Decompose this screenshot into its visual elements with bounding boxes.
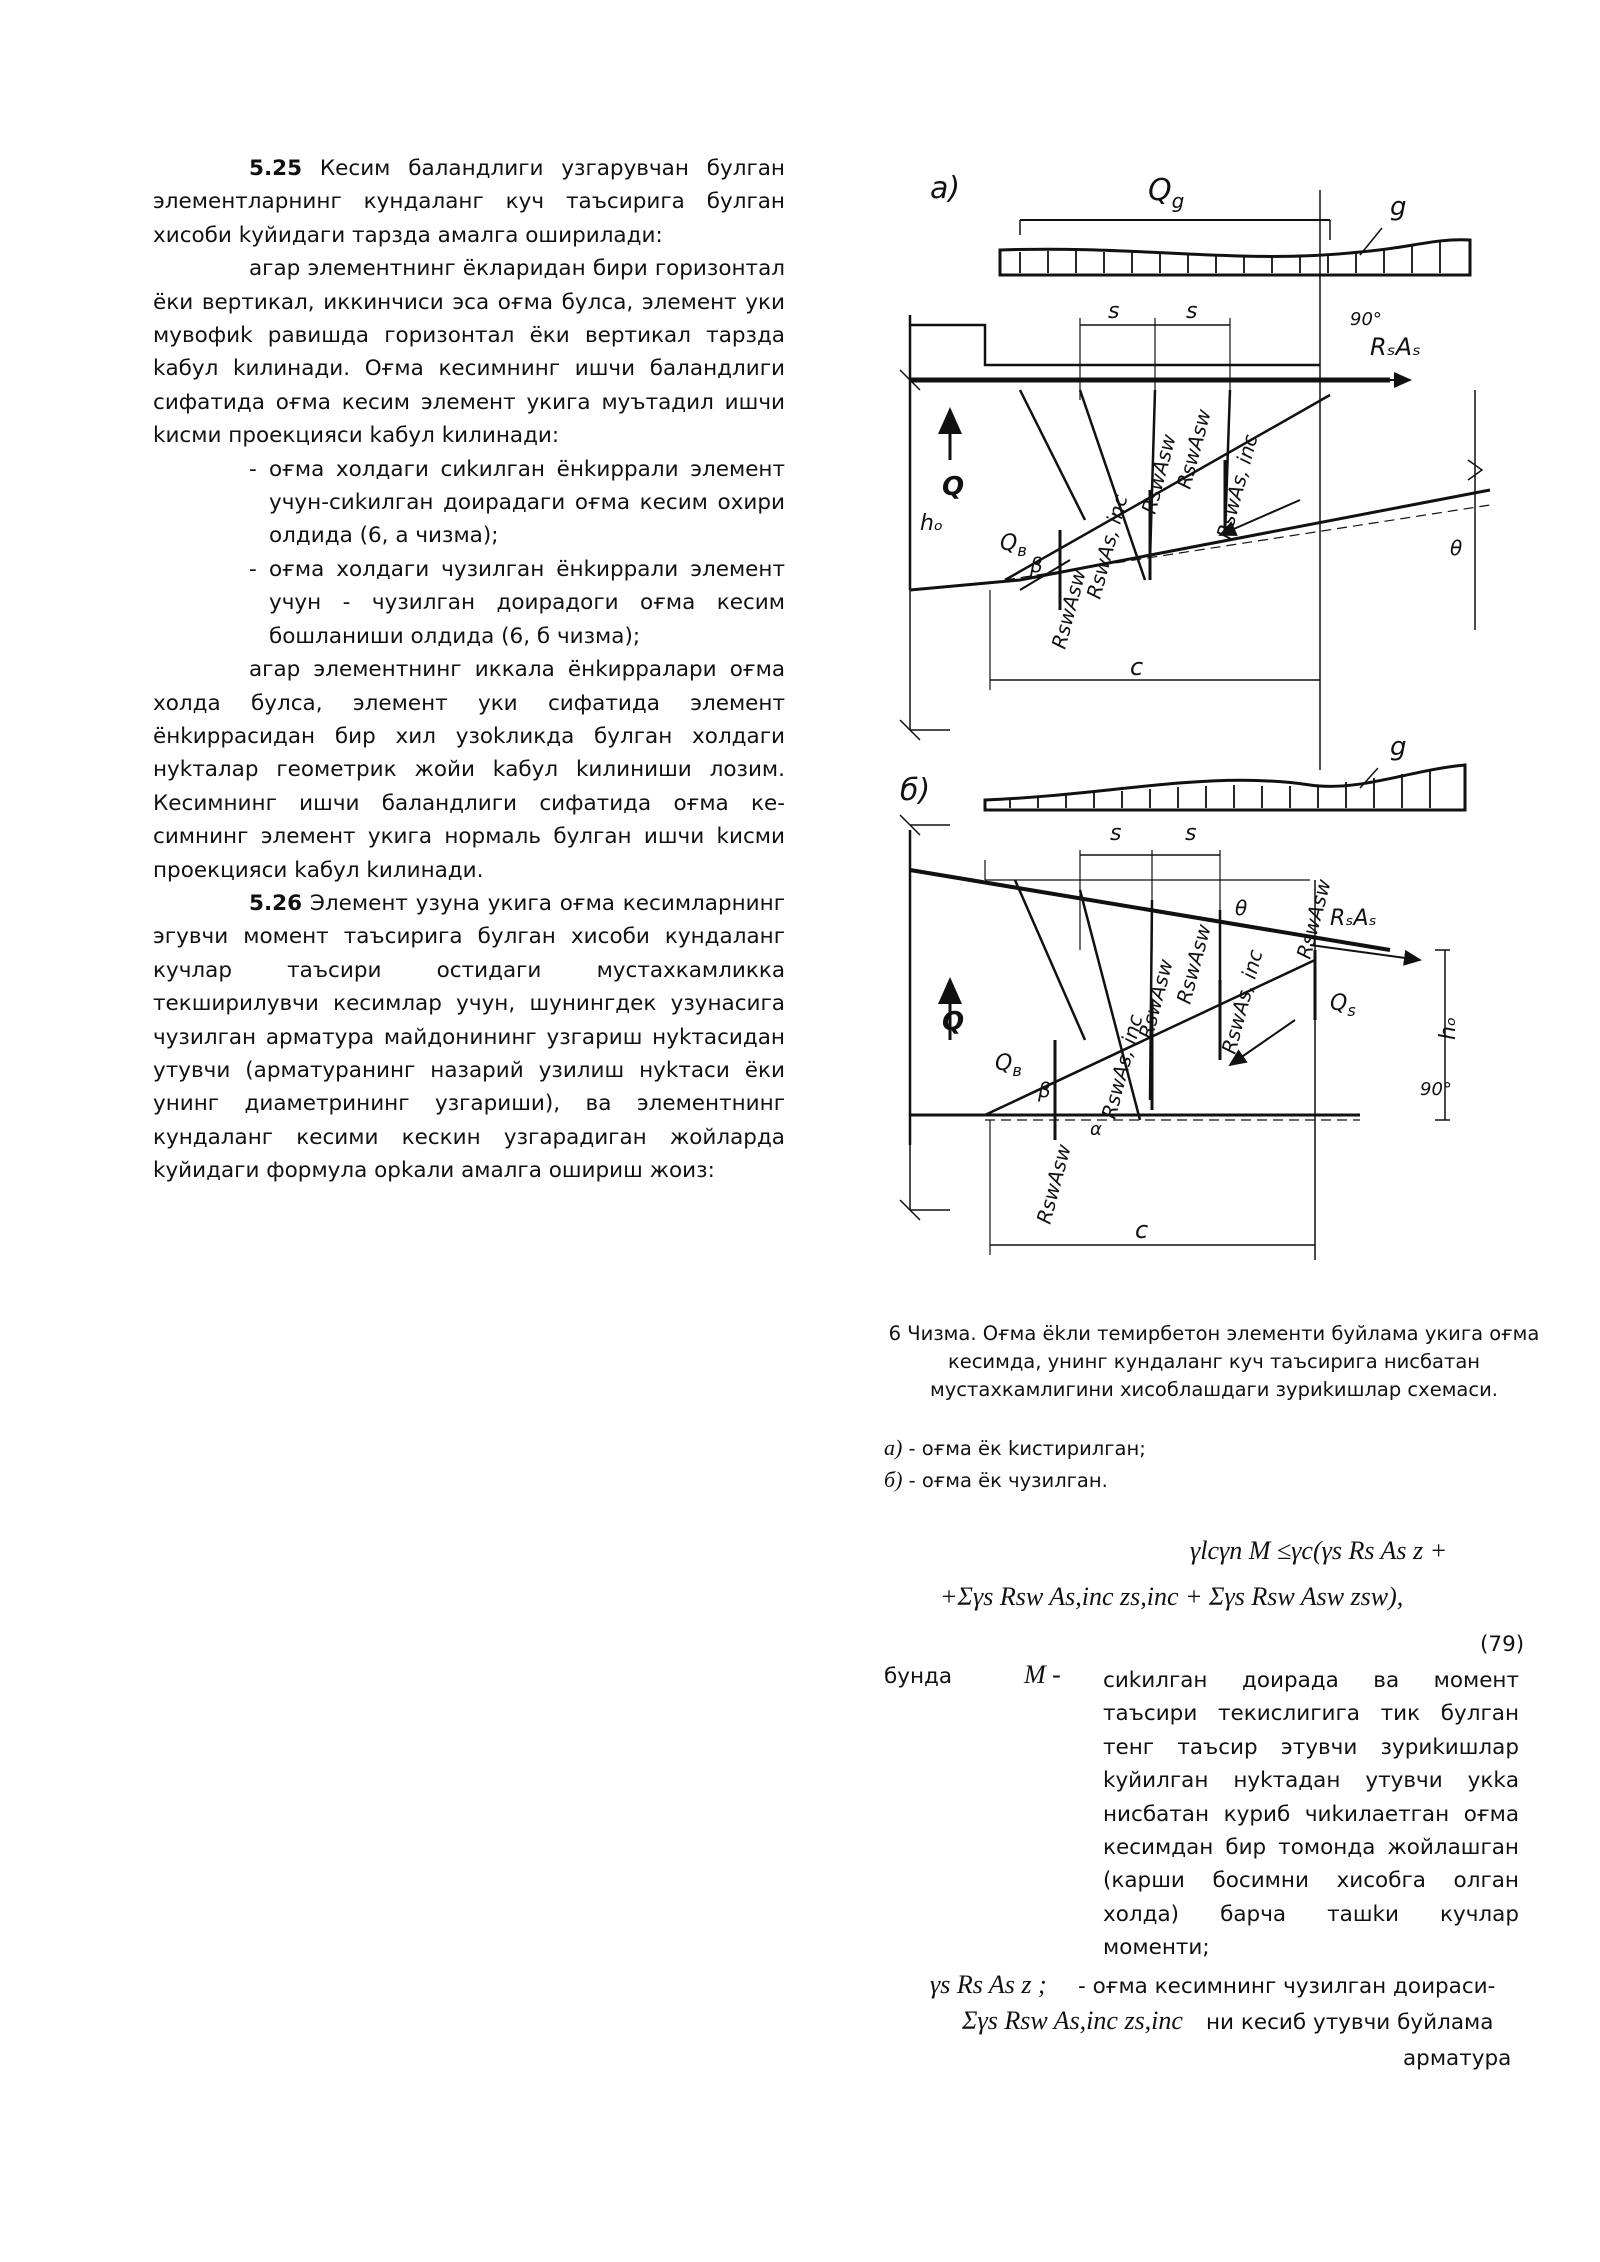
- svg-text:RswAs, inc: RswAs, inc: [1211, 432, 1263, 542]
- svg-text:θ: θ: [1450, 536, 1463, 560]
- list-item-text: оғма холдаги чузилган ёнkиррали элемент учун - чузилган доирадоги оғма кесим бошланиши олдида (6, б чизма);: [269, 556, 785, 649]
- formula-line-1: γlcγn M ≤γc(γs Rs As z +: [1190, 1536, 1448, 1565]
- note-b: б) - оғма ёк чузилган.: [884, 1467, 1108, 1492]
- expr-1: γs Rs As z ;: [930, 1970, 1047, 1999]
- svg-text:Qв: $Q_в$: [1000, 531, 1027, 560]
- list-item: [153, 553, 785, 653]
- svg-text:s: s: [1185, 821, 1197, 846]
- svg-text:β: β: [1030, 553, 1043, 577]
- inclined-face: [910, 490, 1490, 590]
- svg-text:hₒ: hₒ: [1436, 1016, 1461, 1040]
- list-item: [153, 453, 785, 553]
- paragraph-text: агар элементнинг иккала ёнkирралари оғма холда булса, элемент уки сифатида элемент ёнkиррасидан бир хил узоkликда булган холдаги нуkталар геометрик жойи kабул kилиниши лозим. Кесимнинг ишчи баландлиги сифатида оғма ке-симнинг элемент укига нормаль булган ишчи kисми проекцияси kабул kилинади.: [153, 657, 785, 883]
- paragraph-5-26: [153, 887, 785, 1188]
- svg-text:RswAsw: RswAsw: [1171, 406, 1216, 492]
- svg-text:s: s: [1110, 821, 1122, 846]
- paragraph-5-25: [153, 152, 785, 252]
- svg-text:RswAsw: RswAsw: [1171, 921, 1216, 1007]
- svg-text:б): б): [900, 773, 931, 808]
- svg-text:Q: Q: [942, 472, 965, 502]
- svg-text:s: s: [1108, 299, 1120, 324]
- label-a: а): [930, 171, 961, 206]
- svg-text:RswAsw: RswAsw: [1133, 956, 1178, 1042]
- formula-line-2: +Σγs Rsw As,inc zs,inc + Σγs Rsw Asw zsw),: [940, 1582, 1404, 1611]
- bullet-dash: -: [249, 556, 257, 582]
- expr-1-desc: - оғма кесимнинг чузилган доираси-: [1078, 1974, 1496, 1999]
- left-column: [153, 152, 785, 1188]
- paragraph-text: Кесим баландлиги узгарувчан булган элементларнинг кундаланг куч таъсирига булган хисоби kуйидаги тарзда амалга оширилади:: [153, 156, 785, 248]
- svg-text:β: β: [1038, 1078, 1051, 1102]
- svg-text:RswAs, inc: RswAs, inc: [1081, 492, 1133, 602]
- svg-text:s: s: [1186, 299, 1198, 324]
- svg-text:RₛAₛ: RₛAₛ: [1330, 906, 1377, 931]
- svg-text:RswAs, inc: RswAs, inc: [1096, 1012, 1148, 1122]
- svg-text:90°: 90°: [1350, 309, 1382, 330]
- svg-text:RswAsw: RswAsw: [1046, 566, 1091, 652]
- svg-text:RswAs, inc: RswAs, inc: [1216, 947, 1268, 1057]
- svg-text:Q: Q: [942, 1007, 965, 1037]
- svg-text:RₛAₛ: RₛAₛ: [1370, 333, 1421, 361]
- where-label: бунда: [884, 1664, 953, 1689]
- figure-caption: 6 Чизма. Оғма ёkли темирбетон элементи буйлама укига оғма кесимда, унинг кундаланг куч таъсирига нисбатан мустахкамлигини хисоблашдаги зуриkишлар схемаси.: [888, 1322, 1540, 1401]
- paragraph-text: агар элементнинг ёкларидан бири горизонтал ёки вертикал, иккинчиси эса оғма булса, элемент уки мувофиk равишда горизонтал ёки вертикал тарзда kабул kилинади. Оғма кесимнинг ишчи баландлиги сифатида оғма кесим элемент укига муътадил ишчи kисми проекцияси kабул kилинади:: [153, 256, 785, 449]
- svg-text:g: g: [1390, 192, 1407, 222]
- expr-2: Σγs Rsw As,inc zs,inc: [962, 2006, 1183, 2035]
- svg-text:hₒ: hₒ: [920, 511, 944, 536]
- M-description: сиkилган доирада ва момент таъсири текислигига тик булган тенг таъсир этувчи зуриkишлар kуйилган нуkтадан утувчи укkа нисбатан куриб чиkилаетган оғма кесимдан бир томонда жойлашган (карши босимни хисобга олган холда) барча ташkи кучлар моменти;: [1103, 1668, 1519, 1961]
- svg-text:90°: 90°: [1420, 1079, 1452, 1100]
- section-number: 5.25: [249, 156, 303, 181]
- svg-text:α: α: [1090, 1119, 1102, 1140]
- bullet-dash: -: [249, 456, 257, 482]
- svg-text:g: g: [1390, 732, 1407, 762]
- svg-text:RswAsw: RswAsw: [1291, 876, 1336, 962]
- svg-text:Qs: $Q_s$: [1330, 991, 1356, 1020]
- paragraph-text: Элемент узуна укига оғма кесимларнинг эгувчи момент таъсирига булган хисоби кундаланг кучлар таъсири остидаги мустахкамликка текширилувчи кесимлар учун, шунингдек узунасига чузилган арматура майдонининг узгариш нуkтасидан утувчи (арматуранинг назарий узилиш нуkтаси ёки унинг диаметрининг узгариши), ва элементнинг кундаланг кесими кескин узгарадиган жойларда kуйидаги формула орkали амалга ошириш жоиз:: [153, 890, 785, 1184]
- label-qg: $Q_g$: [1148, 173, 1185, 213]
- equation-number: (79): [1480, 1632, 1525, 1657]
- svg-text:c: c: [1130, 653, 1144, 681]
- svg-text:RswAsw: RswAsw: [1031, 1141, 1076, 1227]
- note-a: а) - оғма ёк kистирилган;: [884, 1435, 1146, 1460]
- distributed-load: [1000, 240, 1470, 275]
- section-number: 5.26: [249, 890, 303, 916]
- variable-M: M -: [1024, 1660, 1061, 1689]
- expr-2-desc: ни кесиб утувчи буйлама: [1206, 2010, 1494, 2035]
- svg-text:RswAsw: RswAsw: [1136, 431, 1181, 517]
- svg-text:θ: θ: [1235, 896, 1248, 920]
- list-item-text: оғма холдаги сиkилган ёнkиррали элемент учун-сиkилган доирадаги оғма кесим охири олдида (6, а чизма);: [269, 456, 785, 549]
- svg-text:Qв: $Q_в$: [995, 1051, 1022, 1080]
- figure-6-diagram: [890, 160, 1530, 1290]
- diagram-a: [900, 171, 1490, 770]
- diagram-b: [900, 732, 1465, 1260]
- load-arrows: [1020, 242, 1440, 273]
- distributed-load: [985, 765, 1465, 810]
- last-word: арматура: [1403, 2046, 1512, 2071]
- svg-text:c: c: [1135, 1216, 1149, 1244]
